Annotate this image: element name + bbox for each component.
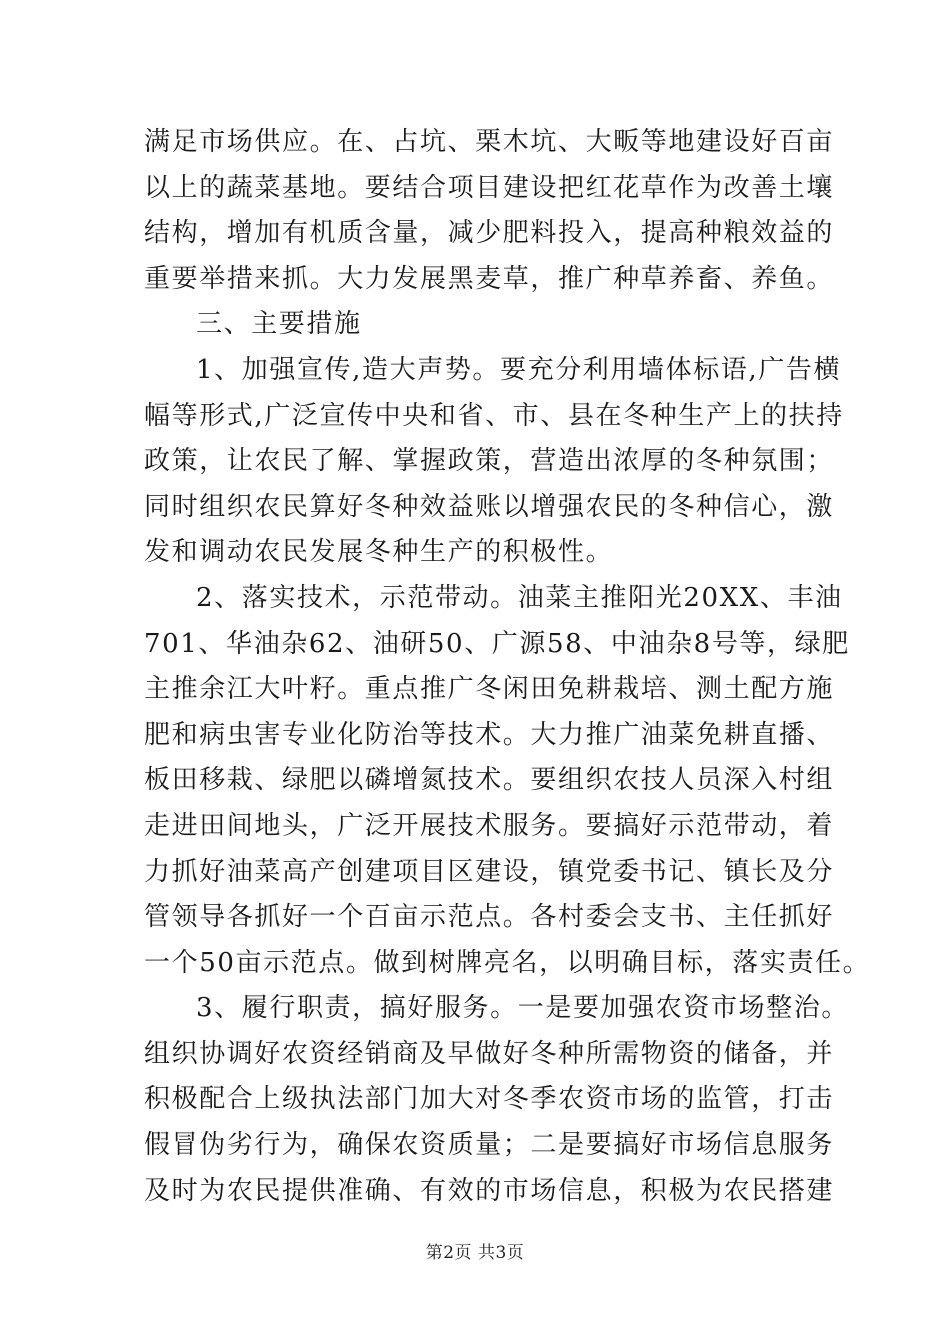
text-line: 组织协调好农资经销商及早做好冬种所需物资的储备，并 [144, 1038, 835, 1069]
text-line: 一个50亩示范点。做到树牌亮名，以明确目标，落实责任。 [144, 947, 871, 978]
text-line: 管领导各抓好一个百亩示范点。各村委会支书、主任抓好 [144, 902, 835, 933]
text-line: 同时组织农民算好冬种效益账以增强农民的冬种信心，激 [144, 491, 835, 522]
page-number-footer: 第2页 共3页 [425, 1243, 525, 1263]
text-line: 结构，增加有机质含量，减少肥料投入，提高种粮效益的 [144, 218, 835, 249]
text-line: 发和调动农民发展冬种生产的积极性。 [144, 537, 614, 568]
text-line: 积极配合上级执法部门加大对冬季农资市场的监管，打击 [144, 1084, 835, 1115]
text-line: 3、履行职责，搞好服务。一是要加强农资市场整治。 [196, 993, 849, 1024]
text-line: 板田移栽、绿肥以磷增氮技术。要组织农技人员深入村组 [144, 765, 835, 796]
text-line: 走进田间地头，广泛开展技术服务。要搞好示范带动，着 [144, 810, 835, 841]
text-line: 主推余江大叶籽。重点推广冬闲田免耕栽培、测土配方施 [144, 674, 835, 705]
text-line: 幅等形式,广泛宣传中央和省、市、县在冬种生产上的扶持 [144, 400, 844, 431]
text-line: 2、落实技术，示范带动。油菜主推阳光20XX、丰油 [196, 582, 843, 613]
text-line: 力抓好油菜高产创建项目区建设，镇党委书记、镇长及分 [144, 856, 835, 887]
text-line: 肥和病虫害专业化防治等技术。大力推广油菜免耕直播、 [144, 719, 835, 750]
text-line: 及时为农民提供准确、有效的市场信息，积极为农民搭建 [144, 1175, 835, 1206]
text-line: 以上的蔬菜基地。要结合项目建设把红花草作为改善土壤 [144, 172, 835, 203]
text-line: 701、华油杂62、油研50、广源58、中油杂8号等，绿肥 [144, 628, 850, 659]
text-line: 1、加强宣传,造大声势。要充分利用墙体标语,广告横 [196, 354, 842, 385]
text-line: 重要举措来抓。大力发展黑麦草，推广种草养畜、养鱼。 [144, 263, 835, 294]
section-heading: 三、主要措施 [196, 309, 362, 340]
text-line: 政策，让农民了解、掌握政策，营造出浓厚的冬种氛围； [144, 446, 835, 477]
text-line: 假冒伪劣行为，确保农资质量；二是要搞好市场信息服务 [144, 1130, 835, 1161]
text-line: 满足市场供应。在、占坑、栗木坑、大畈等地建设好百亩 [144, 127, 835, 157]
body-text [144, 120, 871, 1214]
